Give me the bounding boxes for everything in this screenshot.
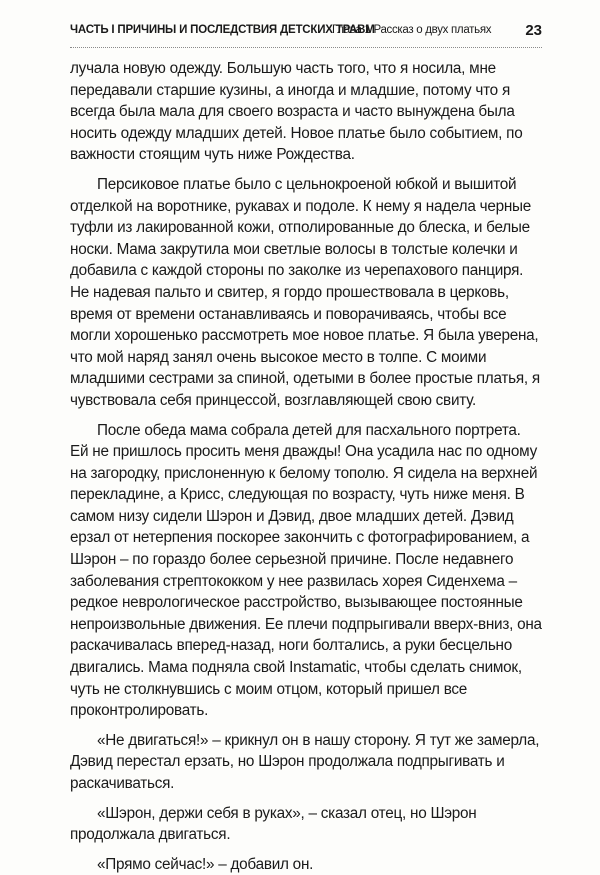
body-text [70, 58, 542, 875]
paragraph: «Шэрон, держи себя в руках», – сказал отец, но Шэрон продолжала двигаться. [70, 804, 477, 844]
header-part-title: ЧАСТЬ I ПРИЧИНЫ И ПОСЛЕДСТВИЯ ДЕТСКИХ ТРАВМ [70, 24, 375, 36]
page-number: 23 [525, 22, 542, 39]
header-chapter-title: Глава 1 Рассказ о двух платьях [332, 24, 492, 36]
paragraph: «Не двигаться!» – крикнул он в нашу сторону. Я тут же замерла, Дэвид перестал ерзать, но Шэрон продолжала подпрыгивать и раскачиваться. [70, 731, 540, 792]
running-header [70, 24, 542, 44]
paragraph: Персиковое платье было с цельнокроеной юбкой и вышитой отделкой на воротнике, рукавах и подоле. К нему я надела черные туфли из лакированной кожи, отполированные до блеска, и белые носки. Мама закрутила мои светлые волосы в толстые колечки и добавила с каждой стороны по заколке из черепахового панциря. Не надевая пальто и свитер, я гордо прошествовала в церковь, время от времени останавливаясь и поворачиваясь, чтобы все могли хорошенько рассмотреть мое новое платье. Я была уверена, что мой наряд занял очень высокое место в толпе. С моими младшими сестрами за спиной, одетыми в более простые платья, я чувствовала себя принцессой, возглавляющей свою свиту. [70, 175, 540, 409]
paragraph: После обеда мама собрала детей для пасхального портрета. Ей не пришлось просить меня дважды! Она усадила нас по одному на загородку, прислоненную к белому тополю. Я сидела на верхней перекладине, а Крисс, следующая по возрасту, чуть ниже меня. В самом низу сидели Шэрон и Дэвид, двое младших детей. Дэвид ерзал от нетерпения поскорее закончить с фотографированием, а Шэрон – по гораздо более серьезной причине. После недавнего заболевания стрептококком у нее развилась хорея Сиденхема – редкое неврологическое расстройство, вызывающее постоянные непроизвольные движения. Ее плечи подпрыгивали вверх-вниз, она раскачивалась вперед-назад, ноги болтались, а руки бесцельно двигались. Мама подняла свой Instamatic, чтобы сделать снимок, чуть не столкнувшись с моим отцом, который пришел все проконтролировать. [70, 421, 542, 720]
paragraph: лучала новую одежду. Большую часть того, что я носила, мне передавали старшие кузины, а иногда и младшие, потому что я всегда была мала для своего возраста и часто вынуждена была носить одежду младших детей. Новое платье было событием, по важности стоящим чуть ниже Рождества. [70, 60, 523, 164]
header-divider [70, 47, 542, 49]
paragraph: «Прямо сейчас!» – добавил он. [97, 855, 314, 873]
